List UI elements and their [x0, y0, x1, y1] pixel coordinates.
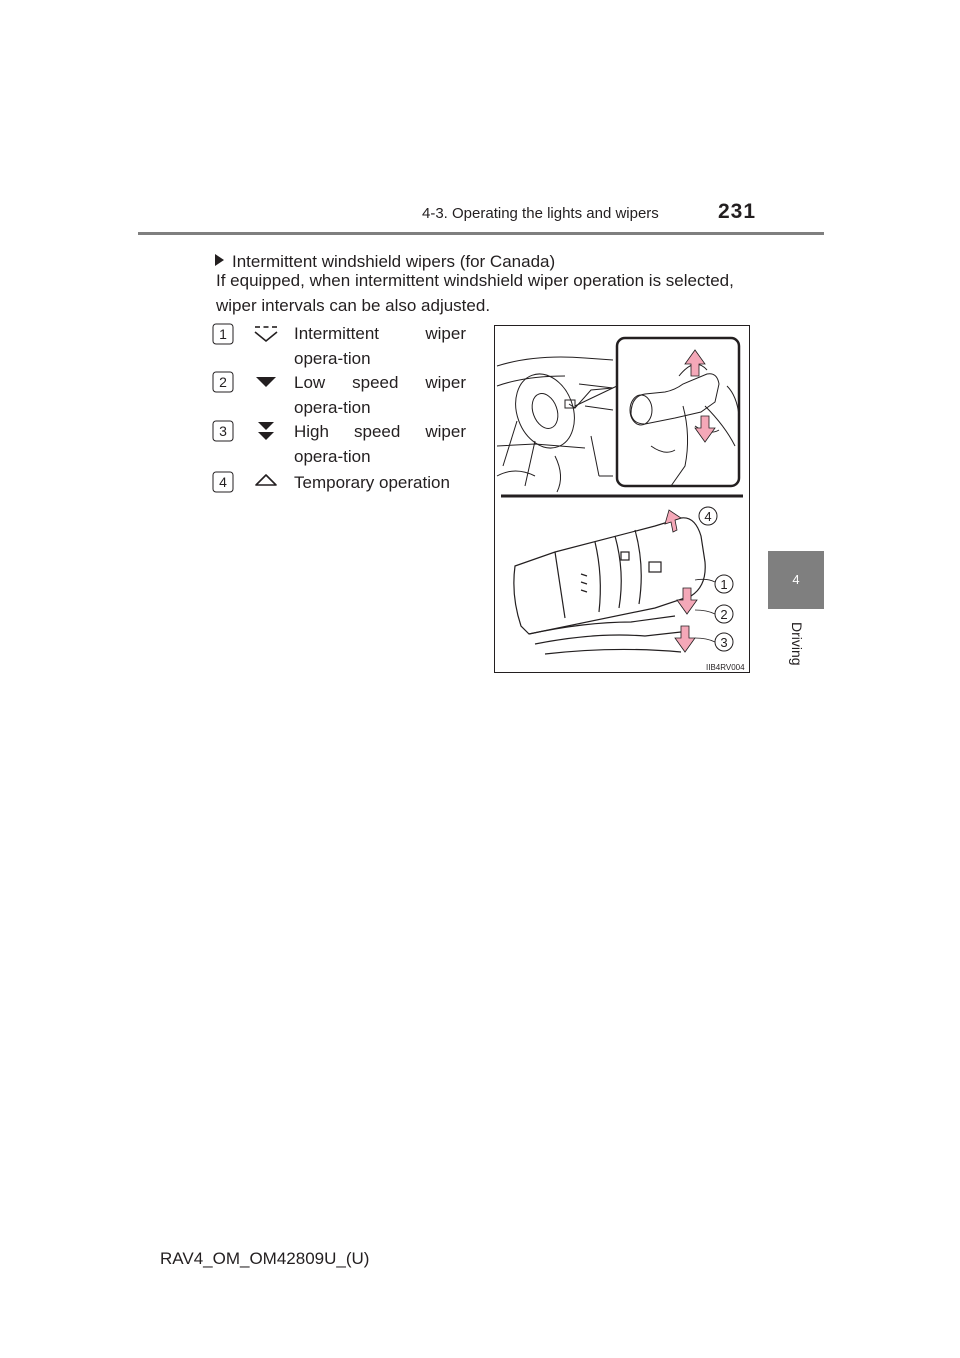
inset-box	[617, 338, 739, 486]
item-number-1-text: 1	[219, 326, 227, 342]
callout-2	[715, 605, 733, 623]
header-divider	[138, 232, 824, 235]
item-number-4-text: 4	[219, 474, 227, 490]
chapter-number: 4	[792, 572, 800, 587]
illustration-drawing	[495, 326, 749, 672]
page-number: 231	[718, 200, 757, 223]
callout-3-text: 3	[720, 635, 728, 650]
callout-1-text: 1	[720, 577, 728, 592]
item-text-3: High speed wiper opera-tion	[294, 422, 466, 466]
callout-1	[715, 575, 733, 593]
arrow-temporary-icon	[665, 510, 681, 532]
cockpit-drawing	[497, 357, 613, 492]
item-number-3	[212, 420, 234, 442]
item-number-2-text: 2	[219, 374, 227, 390]
chapter-label: Driving	[789, 622, 805, 666]
callout-3	[715, 633, 733, 651]
high-speed-double-triangle-icon	[252, 420, 280, 440]
item-number-4	[212, 471, 234, 493]
subsection-heading-text: Intermittent windshield wipers (for Canada)	[232, 252, 556, 271]
document-code: RAV4_OM_OM42809U_(U)	[160, 1249, 370, 1268]
lever-closeup	[514, 518, 705, 654]
item-text-4: Temporary operation	[294, 473, 450, 492]
wiper-lever-illustration	[494, 325, 750, 673]
item-number-1	[212, 323, 234, 345]
item-number-2	[212, 371, 234, 393]
item-text-1: Intermittent wiper opera-tion	[294, 324, 466, 368]
arrow-low-icon	[677, 588, 697, 614]
intermittent-wiper-icon	[252, 324, 280, 344]
bullet-triangle-icon	[215, 254, 224, 266]
arrow-high-icon	[675, 626, 695, 652]
item-text-2: Low speed wiper opera-tion	[294, 373, 466, 417]
temporary-operation-triangle-icon	[252, 472, 280, 492]
figure-caption: IIB4RV004	[706, 663, 745, 672]
callout-4-text: 4	[704, 509, 712, 524]
item-number-3-text: 3	[219, 423, 227, 439]
intro-paragraph: If equipped, when intermittent windshield wiper operation is selected, wiper intervals can be also adjusted.	[216, 271, 734, 315]
section-title: 4-3. Operating the lights and wipers	[422, 205, 659, 222]
callout-4	[699, 507, 717, 525]
low-speed-triangle-icon	[252, 374, 280, 394]
callout-2-text: 2	[720, 607, 728, 622]
